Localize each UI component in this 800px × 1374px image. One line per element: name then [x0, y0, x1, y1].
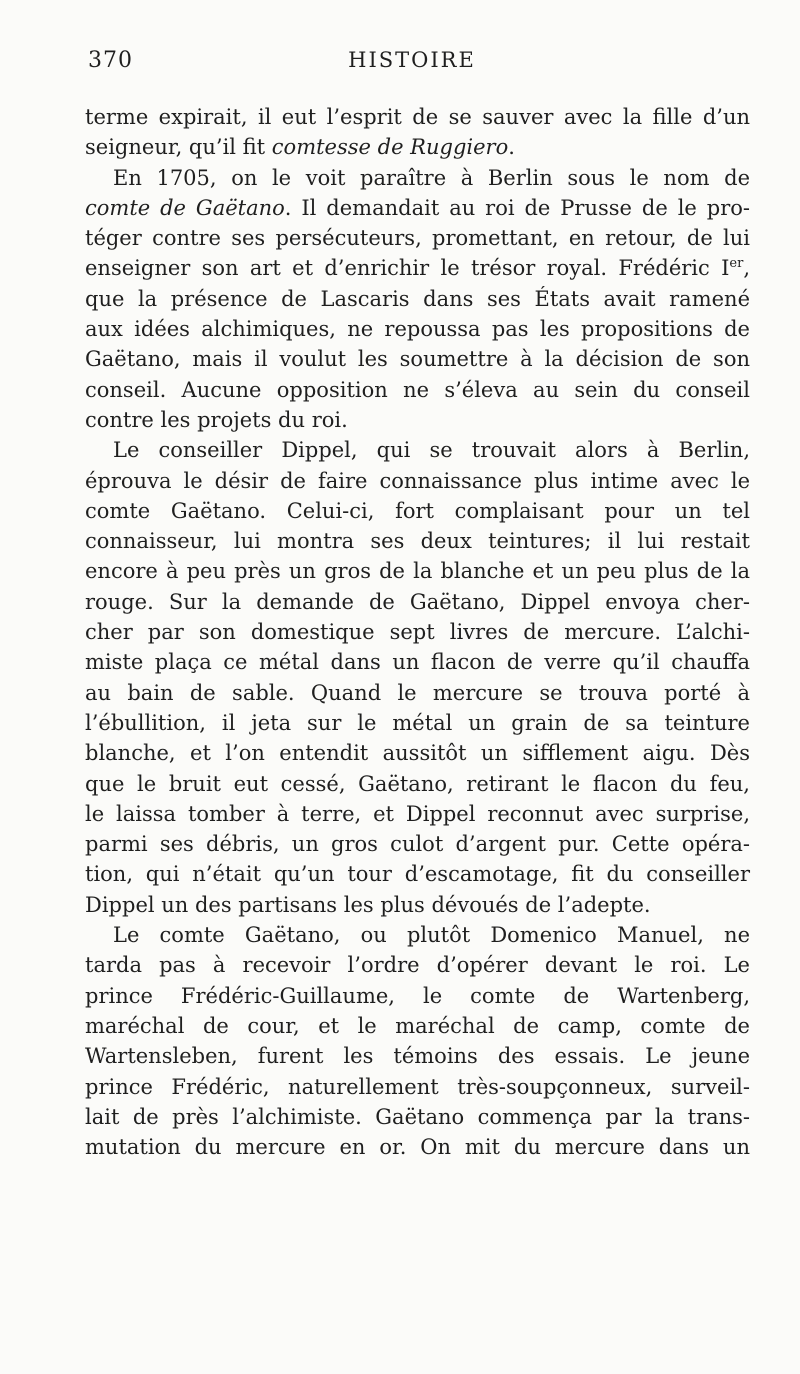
text-line: [85, 284, 750, 314]
text-line: [85, 617, 750, 647]
text-line: [85, 193, 750, 223]
text-segment: . Il demandait au roi de Prusse de le pro-: [284, 195, 750, 220]
text-segment: Le comte Gaëtano, ou plutôt Domenico Manuel, ne: [113, 923, 750, 948]
text-segment: En 1705, on le voit paraître à Berlin sous le nom de: [113, 165, 750, 190]
italic-text: comte de Gaëtano: [85, 195, 285, 220]
text-segment: tarda pas à recevoir l’ordre d’opérer devant le roi. Le: [85, 953, 750, 978]
page-number: 370: [88, 48, 133, 73]
text-line: [85, 163, 750, 193]
text-line: [85, 314, 750, 344]
text-line: [85, 435, 750, 465]
text-line: [85, 223, 750, 253]
text-segment: cher par son domestique sept livres de mercure. L’alchi-: [85, 620, 750, 645]
text-line: [85, 405, 750, 435]
text-segment: mutation du mercure en or. On mit du mercure dans un: [85, 1135, 750, 1160]
superscript: er: [729, 256, 744, 272]
text-line: [85, 1132, 750, 1162]
text-line: [85, 920, 750, 950]
text-segment: le laissa tomber à terre, et Dippel reconnut avec surprise,: [85, 801, 750, 826]
text-line: [85, 647, 750, 677]
text-segment: rouge. Sur la demande de Gaëtano, Dippel envoya cher-: [85, 589, 750, 614]
text-segment: .: [508, 135, 515, 160]
text-segment: maréchal de cour, et le maréchal de camp, comte de: [85, 1013, 750, 1038]
text-segment: éprouva le désir de faire connaissance plus intime avec le: [85, 468, 750, 493]
text-line: [85, 950, 750, 980]
text-segment: l’ébullition, il jeta sur le métal un grain de sa teinture: [85, 710, 750, 735]
text-segment: Wartensleben, furent les témoins des essais. Le jeune: [85, 1044, 750, 1069]
text-segment: connaisseur, lui montra ses deux teintures; il lui restait: [85, 529, 750, 554]
text-line: [85, 1011, 750, 1041]
text-segment: lait de près l’alchimiste. Gaëtano commença par la trans-: [85, 1104, 750, 1129]
text-line: [85, 769, 750, 799]
text-line: [85, 253, 750, 283]
text-segment: tion, qui n’était qu’un tour d’escamotage, fit du conseiller: [85, 862, 750, 887]
text-line: [85, 344, 750, 374]
text-segment: Le conseiller Dippel, qui se trouvait alors à Berlin,: [113, 438, 750, 463]
text-segment: que la présence de Lascaris dans ses États avait ramené: [85, 286, 750, 311]
text-line: [85, 466, 750, 496]
text-line: [85, 678, 750, 708]
text-segment: enseigner son art et d’enrichir le trésor royal. Frédéric I: [85, 256, 730, 281]
text-segment: prince Frédéric-Guillaume, le comte de Wartenberg,: [85, 983, 750, 1008]
text-line: [85, 587, 750, 617]
text-line: [85, 375, 750, 405]
text-line: [85, 981, 750, 1011]
italic-text: comtesse de Ruggiero: [271, 135, 509, 160]
text-segment: seigneur, qu’il fit: [85, 135, 272, 160]
text-line: [85, 102, 750, 132]
text-segment: contre les projets du roi.: [85, 407, 348, 432]
text-segment: ,: [743, 256, 750, 281]
text-line: [85, 738, 750, 768]
text-segment: prince Frédéric, naturellement très-soupçonneux, surveil-: [85, 1074, 750, 1099]
text-segment: que le bruit eut cessé, Gaëtano, retirant le flacon du feu,: [85, 771, 750, 796]
text-line: [85, 496, 750, 526]
text-line: [85, 556, 750, 586]
text-line: [85, 132, 750, 162]
page-header: [74, 48, 750, 88]
text-line: [85, 708, 750, 738]
text-segment: au bain de sable. Quand le mercure se trouva porté à: [85, 680, 750, 705]
text-segment: terme expirait, il eut l’esprit de se sauver avec la fille d’un: [85, 105, 750, 129]
text-segment: Gaëtano, mais il voulut les soumettre à la décision de son: [85, 347, 750, 372]
text-segment: téger contre ses persécuteurs, promettant, en retour, de lui: [85, 226, 750, 251]
text-line: [85, 1102, 750, 1132]
text-line: [85, 1041, 750, 1071]
text-line: [85, 859, 750, 889]
text-line: [85, 526, 750, 556]
body-text: [85, 102, 750, 1162]
text-line: [85, 1072, 750, 1102]
text-segment: Dippel un des partisans les plus dévoués de l’adepte.: [85, 892, 651, 917]
text-segment: aux idées alchimiques, ne repoussa pas les propositions de: [85, 317, 750, 342]
text-line: [85, 890, 750, 920]
text-segment: comte Gaëtano. Celui-ci, fort complaisant pour un tel: [85, 498, 750, 523]
text-segment: blanche, et l’on entendit aussitôt un sifflement aigu. Dès: [85, 741, 750, 766]
text-line: [85, 829, 750, 859]
text-segment: miste plaça ce métal dans un flacon de verre qu’il chauffa: [85, 650, 750, 675]
running-title: HISTOIRE: [348, 48, 476, 72]
text-segment: encore à peu près un gros de la blanche et un peu plus de la: [85, 559, 750, 584]
text-segment: parmi ses débris, un gros culot d’argent pur. Cette opéra-: [85, 832, 750, 857]
text-segment: conseil. Aucune opposition ne s’éleva au sein du conseil: [85, 377, 750, 402]
text-line: [85, 799, 750, 829]
